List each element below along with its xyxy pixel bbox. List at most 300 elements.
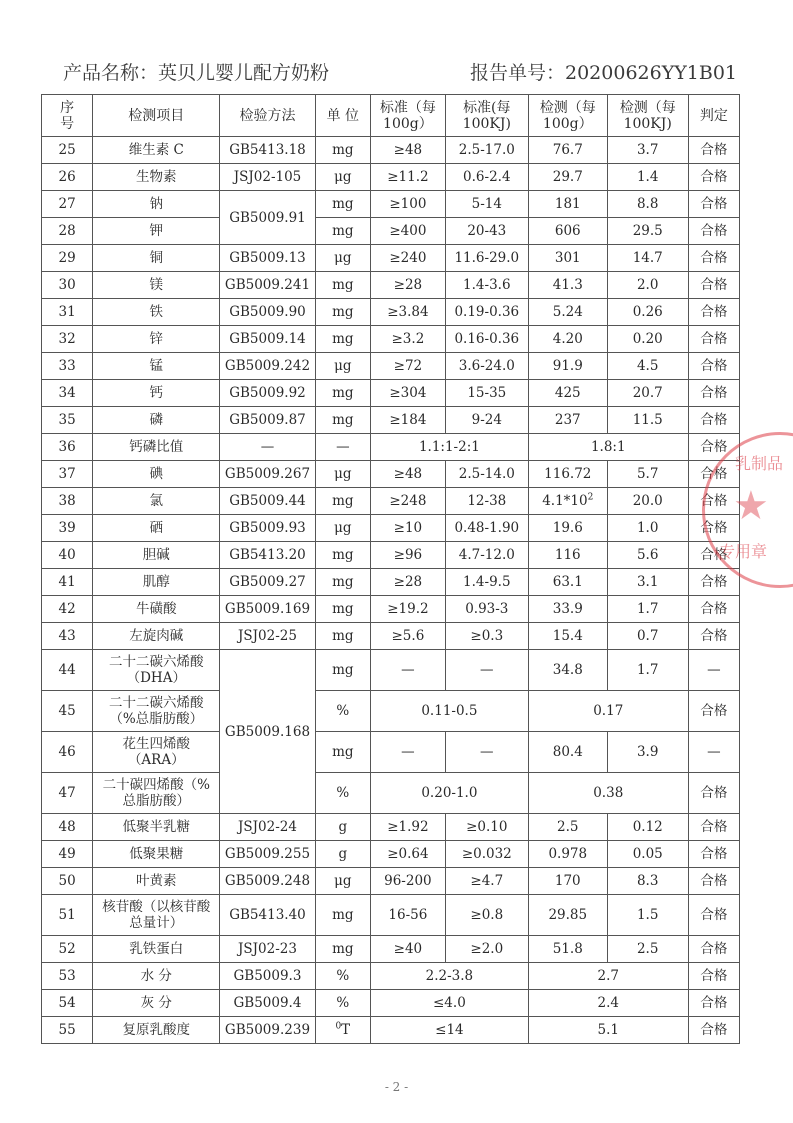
row-no: 33 [42,353,93,380]
row-res-g: 80.4 [528,732,607,773]
row-item: 钙磷比值 [93,434,220,461]
row-judgement: 合格 [688,773,739,814]
row-std-g: ≥304 [370,380,445,407]
report-number: 报告单号：20200626YY1B01 [470,62,738,84]
row-std-kj: 1.4-9.5 [445,569,528,596]
row-res-kj: 5.6 [607,542,688,569]
row-item: 生物素 [93,164,220,191]
table-row [42,353,740,380]
row-res-g: 91.9 [528,353,607,380]
row-std-kj: 4.7-12.0 [445,542,528,569]
row-unit: — [315,434,370,461]
row-std-kj: 12-38 [445,488,528,515]
row-item: 磷 [93,407,220,434]
seal-text-top: 乳制品 [735,454,784,473]
row-item: 钙 [93,380,220,407]
row-res-kj: 5.7 [607,461,688,488]
row-judgement: 合格 [688,936,739,963]
row-no: 50 [42,868,93,895]
row-res-kj: 8.8 [607,191,688,218]
table-row [42,732,740,773]
row-method: GB5009.239 [220,1017,315,1044]
row-judgement: 合格 [688,990,739,1017]
row-res-g: 76.7 [528,137,607,164]
row-res-g: 41.3 [528,272,607,299]
row-no: 46 [42,732,93,773]
row-no: 44 [42,650,93,691]
row-std-g: ≥184 [370,407,445,434]
row-res-kj: 1.5 [607,895,688,936]
row-std-g: ≥10 [370,515,445,542]
row-std-kj: 3.6-24.0 [445,353,528,380]
row-judgement: 合格 [688,488,739,515]
row-std-kj: 0.19-0.36 [445,299,528,326]
row-method: GB5413.18 [220,137,315,164]
row-item: 灰 分 [93,990,220,1017]
row-unit: mg [315,218,370,245]
table-row [42,569,740,596]
row-std-kj: 0.6-2.4 [445,164,528,191]
row-no: 35 [42,407,93,434]
row-std-g: ≥5.6 [370,623,445,650]
row-unit: mg [315,137,370,164]
table-row [42,488,740,515]
row-method: GB5413.20 [220,542,315,569]
row-no: 28 [42,218,93,245]
row-no: 55 [42,1017,93,1044]
row-method: GB5009.27 [220,569,315,596]
row-judgement: 合格 [688,218,739,245]
row-judgement: 合格 [688,1017,739,1044]
row-std-kj: 15-35 [445,380,528,407]
row-res-kj: 29.5 [607,218,688,245]
row-std-merged: 1.1:1-2:1 [370,434,528,461]
row-std-g: ≥100 [370,191,445,218]
row-item: 左旋肉碱 [93,623,220,650]
row-item: 叶黄素 [93,868,220,895]
row-unit: mg [315,542,370,569]
table-row [42,137,740,164]
row-res-merged: 2.4 [528,990,688,1017]
row-res-g: 34.8 [528,650,607,691]
row-res-kj: 3.1 [607,569,688,596]
row-res-g: 0.978 [528,841,607,868]
table-row [42,841,740,868]
row-item: 胆碱 [93,542,220,569]
row-judgement: 合格 [688,191,739,218]
row-res-kj: 2.5 [607,936,688,963]
row-method: GB5009.255 [220,841,315,868]
row-std-kj: 20-43 [445,218,528,245]
table-row [42,773,740,814]
row-no: 40 [42,542,93,569]
row-method: GB5009.248 [220,868,315,895]
row-unit: % [315,963,370,990]
row-unit: mg [315,936,370,963]
row-std-g: ≥19.2 [370,596,445,623]
row-item: 锌 [93,326,220,353]
table-row [42,218,740,245]
row-unit: mg [315,596,370,623]
row-item: 二十二碳六烯酸 （%总脂肪酸） [93,691,220,732]
table-row [42,596,740,623]
row-item: 钠 [93,191,220,218]
row-std-kj: 9-24 [445,407,528,434]
row-no: 54 [42,990,93,1017]
row-judgement: 合格 [688,623,739,650]
row-method: GB5009.90 [220,299,315,326]
row-res-g: 181 [528,191,607,218]
col-unit: 单 位 [315,95,370,137]
row-unit: % [315,691,370,732]
row-method: GB5009.3 [220,963,315,990]
row-judgement: 合格 [688,895,739,936]
col-result-per-100g: 检测（每 100g） [528,95,607,137]
row-std-g: ≥240 [370,245,445,272]
row-std-g: ≥96 [370,542,445,569]
row-unit: mg [315,569,370,596]
row-res-g: 19.6 [528,515,607,542]
row-res-g: 116.72 [528,461,607,488]
row-res-g: $4.1*10^2$ [528,488,607,515]
row-std-g: ≥3.2 [370,326,445,353]
row-res-kj: 1.7 [607,650,688,691]
row-std-kj: ≥4.7 [445,868,528,895]
row-std-g: ≥0.64 [370,841,445,868]
table-row [42,515,740,542]
row-unit: mg [315,380,370,407]
row-judgement: 合格 [688,963,739,990]
row-judgement: 合格 [688,814,739,841]
row-method: JSJ02-25 [220,623,315,650]
row-res-g: 116 [528,542,607,569]
row-res-g: 29.85 [528,895,607,936]
row-judgement: 合格 [688,569,739,596]
row-unit: mg [315,488,370,515]
row-unit: μg [315,461,370,488]
row-unit: g [315,814,370,841]
row-res-merged: 1.8:1 [528,434,688,461]
row-method: GB5009.242 [220,353,315,380]
row-judgement: 合格 [688,542,739,569]
row-method: GB5009.87 [220,407,315,434]
row-res-kj: 11.5 [607,407,688,434]
row-res-kj: 20.7 [607,380,688,407]
page-number: - 2 - [384,1080,409,1094]
row-unit: μg [315,164,370,191]
row-item: 维生素 C [93,137,220,164]
row-judgement: 合格 [688,299,739,326]
row-res-kj: 20.0 [607,488,688,515]
row-item: 二十二碳六烯酸 （DHA） [93,650,220,691]
row-no: 51 [42,895,93,936]
table-row [42,461,740,488]
row-item: 低聚果糖 [93,841,220,868]
table-row [42,868,740,895]
row-no: 34 [42,380,93,407]
row-std-g: ≥48 [370,461,445,488]
row-no: 32 [42,326,93,353]
row-res-kj: 8.3 [607,868,688,895]
row-res-kj: 1.7 [607,596,688,623]
row-std-g: ≥28 [370,272,445,299]
row-std-kj: 11.6-29.0 [445,245,528,272]
row-res-kj: 2.0 [607,272,688,299]
row-unit: mg [315,326,370,353]
row-res-kj: 14.7 [607,245,688,272]
table-row [42,963,740,990]
row-unit: mg [315,895,370,936]
row-unit: g [315,841,370,868]
row-std-g: ≥11.2 [370,164,445,191]
table-row [42,245,740,272]
row-res-g: 170 [528,868,607,895]
row-no: 37 [42,461,93,488]
row-method: GB5009.241 [220,272,315,299]
row-no: 26 [42,164,93,191]
row-res-kj: 0.05 [607,841,688,868]
row-std-merged: ≤14 [370,1017,528,1044]
row-no: 27 [42,191,93,218]
col-no: 序 号 [42,95,93,137]
row-item: 铜 [93,245,220,272]
row-std-kj: ≥0.8 [445,895,528,936]
table-row [42,299,740,326]
row-judgement: 合格 [688,245,739,272]
row-std-merged: ≤4.0 [370,990,528,1017]
col-result-per-100kj: 检测（每 100KJ) [607,95,688,137]
row-std-kj: ≥0.032 [445,841,528,868]
row-no: 29 [42,245,93,272]
table-row [42,691,740,732]
row-judgement: 合格 [688,272,739,299]
row-method: JSJ02-105 [220,164,315,191]
row-res-kj: 0.20 [607,326,688,353]
table-row [42,164,740,191]
row-res-g: 51.8 [528,936,607,963]
row-unit: mg [315,272,370,299]
col-method: 检验方法 [220,95,315,137]
row-judgement: — [688,732,739,773]
row-no: 47 [42,773,93,814]
row-unit: mg [315,650,370,691]
row-unit: % [315,990,370,1017]
table-row [42,814,740,841]
row-method: GB5009.168 [220,650,315,814]
row-res-g: 301 [528,245,607,272]
row-std-kj: 1.4-3.6 [445,272,528,299]
row-method: GB5009.4 [220,990,315,1017]
row-res-g: 2.5 [528,814,607,841]
row-item: 复原乳酸度 [93,1017,220,1044]
row-std-kj: — [445,732,528,773]
row-method: GB5009.93 [220,515,315,542]
row-item: 花生四烯酸 （ARA） [93,732,220,773]
row-unit: mg [315,191,370,218]
row-judgement: 合格 [688,407,739,434]
row-std-merged: 0.20-1.0 [370,773,528,814]
row-method: GB5009.13 [220,245,315,272]
star-icon: ★ [733,483,769,529]
row-no: 53 [42,963,93,990]
row-res-kj: 1.4 [607,164,688,191]
row-item: 牛磺酸 [93,596,220,623]
row-method: GB5009.92 [220,380,315,407]
row-res-g: 15.4 [528,623,607,650]
row-res-g: 33.9 [528,596,607,623]
table-row [42,380,740,407]
row-no: 49 [42,841,93,868]
row-no: 30 [42,272,93,299]
row-std-kj: 0.93-3 [445,596,528,623]
row-judgement: 合格 [688,461,739,488]
row-std-kj: 0.48-1.90 [445,515,528,542]
row-std-kj: ≥0.10 [445,814,528,841]
row-judgement: 合格 [688,380,739,407]
col-judgement: 判定 [688,95,739,137]
row-no: 52 [42,936,93,963]
table-row [42,623,740,650]
table-row [42,990,740,1017]
row-method: — [220,434,315,461]
row-std-g: ≥40 [370,936,445,963]
row-method: GB5009.267 [220,461,315,488]
row-res-g: 237 [528,407,607,434]
table-row [42,895,740,936]
row-std-g: ≥400 [370,218,445,245]
row-res-kj: 0.12 [607,814,688,841]
row-method: JSJ02-24 [220,814,315,841]
row-res-g: 606 [528,218,607,245]
row-judgement: 合格 [688,691,739,732]
table-row [42,434,740,461]
table-row [42,407,740,434]
col-item: 检测项目 [93,95,220,137]
row-judgement: 合格 [688,164,739,191]
row-method: GB5009.91 [220,191,315,245]
row-std-g: ≥72 [370,353,445,380]
row-method: GB5009.44 [220,488,315,515]
table-header-row [42,95,740,137]
seal-text-bottom: 专用章 [719,542,768,561]
row-std-kj: — [445,650,528,691]
row-std-g: ≥1.92 [370,814,445,841]
row-res-g: 4.20 [528,326,607,353]
table-row [42,191,740,218]
row-std-merged: 2.2-3.8 [370,963,528,990]
row-res-g: 425 [528,380,607,407]
row-item: 硒 [93,515,220,542]
row-std-kj: 2.5-14.0 [445,461,528,488]
row-no: 36 [42,434,93,461]
table-row [42,272,740,299]
table-row [42,542,740,569]
row-res-merged: 0.17 [528,691,688,732]
row-unit: mg [315,732,370,773]
row-no: 48 [42,814,93,841]
row-item: 钾 [93,218,220,245]
row-unit: mg [315,407,370,434]
row-std-g: ≥248 [370,488,445,515]
row-no: 41 [42,569,93,596]
row-std-kj: ≥2.0 [445,936,528,963]
row-unit: μg [315,245,370,272]
table-row [42,936,740,963]
row-unit: $^0$T [315,1017,370,1044]
row-std-g: ≥28 [370,569,445,596]
table-row [42,326,740,353]
row-unit: % [315,773,370,814]
row-judgement: 合格 [688,596,739,623]
row-item: 肌醇 [93,569,220,596]
row-res-kj: 1.0 [607,515,688,542]
row-item: 铁 [93,299,220,326]
row-method: GB5009.169 [220,596,315,623]
row-unit: μg [315,515,370,542]
row-no: 38 [42,488,93,515]
row-res-kj: 0.26 [607,299,688,326]
table-row [42,1017,740,1044]
row-item: 锰 [93,353,220,380]
row-judgement: 合格 [688,841,739,868]
row-no: 39 [42,515,93,542]
row-no: 25 [42,137,93,164]
row-res-kj: 3.7 [607,137,688,164]
row-res-kj: 3.9 [607,732,688,773]
row-judgement: 合格 [688,515,739,542]
col-std-per-100kj: 标准(每 100KJ) [445,95,528,137]
row-std-kj: 2.5-17.0 [445,137,528,164]
row-res-merged: 0.38 [528,773,688,814]
row-item: 水 分 [93,963,220,990]
row-std-g: — [370,732,445,773]
row-judgement: 合格 [688,868,739,895]
table-row [42,650,740,691]
row-unit: μg [315,353,370,380]
row-std-kj: 0.16-0.36 [445,326,528,353]
row-item: 氯 [93,488,220,515]
row-no: 43 [42,623,93,650]
row-std-merged: 0.11-0.5 [370,691,528,732]
row-std-kj: ≥0.3 [445,623,528,650]
row-res-g: 5.24 [528,299,607,326]
row-std-g: ≥3.84 [370,299,445,326]
col-std-per-100g: 标准（每 100g） [370,95,445,137]
row-method: GB5009.14 [220,326,315,353]
row-res-g: 29.7 [528,164,607,191]
row-judgement: 合格 [688,326,739,353]
row-method: JSJ02-23 [220,936,315,963]
row-unit: μg [315,868,370,895]
product-name: 产品名称：英贝儿婴儿配方奶粉 [63,62,330,84]
row-res-merged: 2.7 [528,963,688,990]
row-res-g: 63.1 [528,569,607,596]
row-unit: mg [315,299,370,326]
inspection-table [41,94,740,1044]
row-std-g: 96-200 [370,868,445,895]
row-item: 镁 [93,272,220,299]
row-res-kj: 0.7 [607,623,688,650]
row-res-kj: 4.5 [607,353,688,380]
row-std-g: 16-56 [370,895,445,936]
row-no: 45 [42,691,93,732]
row-judgement: 合格 [688,137,739,164]
row-item: 核苷酸（以核苷酸 总量计） [93,895,220,936]
row-judgement: — [688,650,739,691]
row-std-g: ≥48 [370,137,445,164]
row-unit: mg [315,623,370,650]
row-judgement: 合格 [688,434,739,461]
